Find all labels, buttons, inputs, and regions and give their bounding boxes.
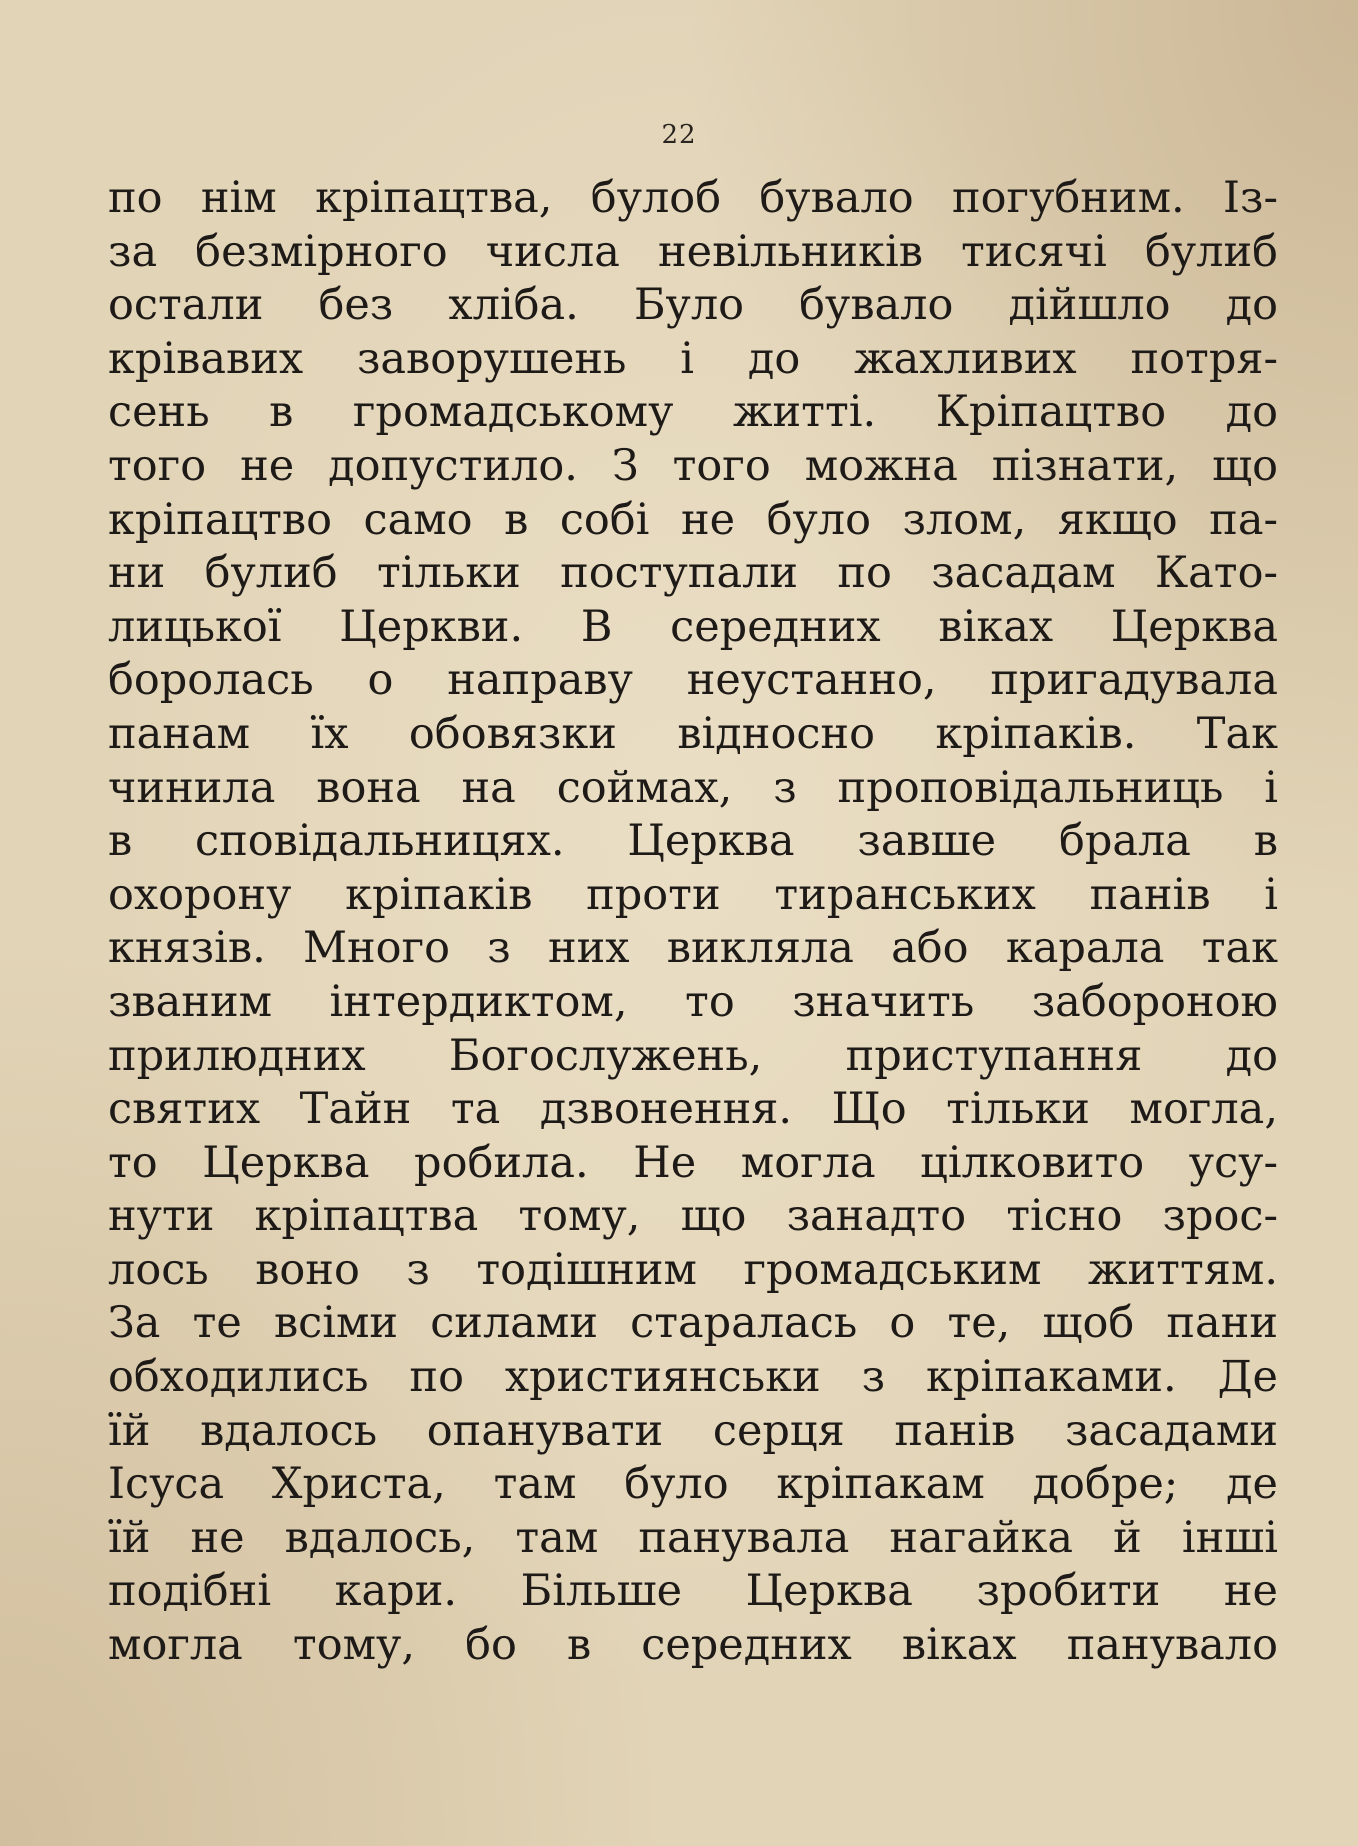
text-line: За те всіми силами старалась о те, щоб пани [108, 1298, 1278, 1349]
text-line: за безмірного числа невільників тисячі булиб [108, 226, 1278, 277]
text-line: подібні кари. Більше Церква зробити не [108, 1566, 1278, 1617]
text-line: кріпацтво само в собі не було злом, якщо па- [108, 494, 1278, 545]
body-text [108, 172, 1278, 1673]
text-line: князів. Много з них викляла або карала так [108, 923, 1278, 974]
text-line: їй не вдалось, там панувала нагайка й інші [108, 1512, 1278, 1563]
text-line: в сповідальницях. Церква завше брала в [108, 816, 1278, 867]
text-line: сень в громадському житті. Кріпацтво до [108, 387, 1278, 438]
text-line: їй вдалось опанувати серця панів засадами [108, 1405, 1278, 1456]
text-line: по нім кріпацтва, булоб бувало погубним. Із- [108, 173, 1278, 223]
text-line: боролась о направу неустанно, пригадувала [108, 655, 1278, 706]
text-line: чинила вона на соймах, з проповідальниць і [108, 762, 1278, 813]
text-line: охорону кріпаків проти тиранських панів і [108, 869, 1278, 920]
text-line: ни булиб тільки поступали по засадам Като- [108, 548, 1278, 599]
text-line: прилюдних Богослужень, приступання до [108, 1030, 1278, 1081]
text-line: святих Тайн та дзвонення. Що тільки могла, [108, 1084, 1278, 1135]
text-line: званим інтердиктом, то значить забороною [108, 976, 1278, 1027]
text-line: могла тому, бо в середних віках панувало [108, 1620, 1278, 1671]
text-line: лось воно з тодішним громадським життям. [108, 1244, 1278, 1295]
text-line: то Церква робила. Не могла цілковито усу- [108, 1137, 1278, 1188]
page-number: 22 [661, 120, 697, 150]
text-line: крівавих заворушень і до жахливих потря- [108, 333, 1278, 384]
text-line: Ісуса Христа, там було кріпакам добре; де [108, 1459, 1278, 1510]
text-line: лицької Церкви. В середних віках Церква [108, 601, 1278, 652]
text-line: остали без хліба. Було бувало дійшло до [108, 280, 1278, 331]
text-line: обходились по християнськи з кріпаками. Де [108, 1352, 1278, 1403]
text-line: нути кріпацтва тому, що занадто тісно зрос- [108, 1191, 1278, 1242]
text-line: панам їх обовязки відносно кріпаків. Так [108, 708, 1278, 759]
text-line: того не допустило. З того можна пізнати, що [108, 440, 1278, 491]
